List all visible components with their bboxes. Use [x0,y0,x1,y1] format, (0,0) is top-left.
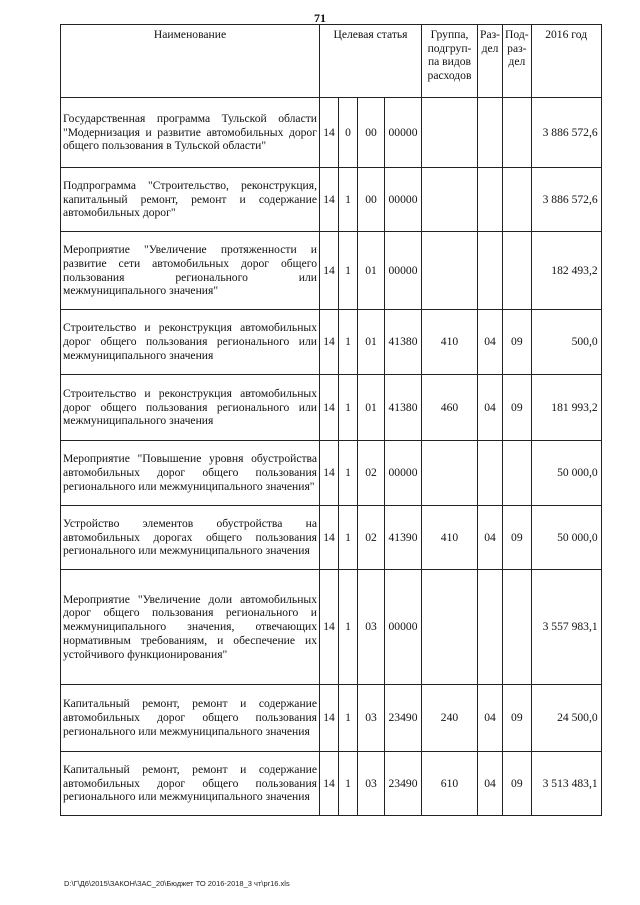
amount-2016: 3 557 983,1 [531,570,601,685]
row-name: Мероприятие "Увеличение доли автомобильных дорог общего пользования регионального и межмуниципального значения, отвечающих нормативным требованиям, и обеспечение их устойчивого функционирования" [61,570,320,685]
target-code-1: 14 [320,752,339,816]
target-code-4: 41390 [385,506,422,570]
header-target: Целевая статья [320,25,422,98]
row-name: Подпрограмма "Строительство, реконструкция, капитальный ремонт, ремонт и содержание автомобильных дорог" [61,168,320,232]
row-name: Мероприятие "Увеличение протяженности и развитие сети автомобильных дорог общего пользования регионального или межмуниципального значения" [61,232,320,310]
expense-group: 240 [422,685,478,752]
target-code-1: 14 [320,570,339,685]
target-code-3: 03 [358,752,385,816]
amount-2016: 181 993,2 [531,375,601,441]
target-code-4: 00000 [385,232,422,310]
table-row [61,685,602,752]
target-code-3: 02 [358,506,385,570]
target-code-3: 01 [358,232,385,310]
target-code-1: 14 [320,441,339,506]
row-name: Капитальный ремонт, ремонт и содержание автомобильных дорог общего пользования регионального или межмуниципального значения [61,752,320,816]
target-code-3: 00 [358,168,385,232]
header-year: 2016 год [531,25,601,98]
section-code [478,232,503,310]
amount-2016: 182 493,2 [531,232,601,310]
amount-2016: 24 500,0 [531,685,601,752]
section-code: 04 [478,752,503,816]
header-section: Раз-дел [478,25,503,98]
row-name: Государственная программа Тульской области "Модернизация и развитие автомобильных дорог общего пользования в Тульской области" [61,98,320,168]
amount-2016: 3 886 572,6 [531,168,601,232]
table-row [61,375,602,441]
target-code-2: 1 [339,441,358,506]
subsection-code: 09 [503,506,532,570]
table-row [61,570,602,685]
section-code [478,441,503,506]
expense-group [422,441,478,506]
subsection-code: 09 [503,310,532,375]
target-code-4: 00000 [385,441,422,506]
row-name: Строительство и реконструкция автомобильных дорог общего пользования регионального или межмуниципального значения [61,310,320,375]
target-code-1: 14 [320,310,339,375]
table-row [61,441,602,506]
target-code-2: 1 [339,168,358,232]
amount-2016: 3 513 483,1 [531,752,601,816]
section-code: 04 [478,685,503,752]
target-code-1: 14 [320,506,339,570]
target-code-2: 0 [339,98,358,168]
target-code-2: 1 [339,375,358,441]
subsection-code: 09 [503,685,532,752]
section-code [478,570,503,685]
target-code-1: 14 [320,232,339,310]
table-row [61,168,602,232]
row-name: Устройство элементов обустройства на автомобильных дорогах общего пользования регионального или межмуниципального значения [61,506,320,570]
subsection-code [503,98,532,168]
table-row [61,310,602,375]
expense-group: 460 [422,375,478,441]
table-row [61,232,602,310]
expense-group [422,98,478,168]
target-code-2: 1 [339,570,358,685]
header-name: Наименование [61,25,320,98]
file-path-footer: D:\Г\Д6\2015\ЗАКОН\ЗАС_20\Бюджет ТО 2016-2018_3 чт\pr16.xls [64,879,290,888]
table-row [61,98,602,168]
target-code-2: 1 [339,310,358,375]
table-row [61,752,602,816]
target-code-4: 00000 [385,570,422,685]
target-code-4: 41380 [385,310,422,375]
subsection-code [503,232,532,310]
amount-2016: 50 000,0 [531,441,601,506]
section-code [478,168,503,232]
section-code [478,98,503,168]
target-code-4: 23490 [385,685,422,752]
section-code: 04 [478,310,503,375]
target-code-1: 14 [320,98,339,168]
section-code: 04 [478,375,503,441]
target-code-3: 01 [358,310,385,375]
target-code-4: 41380 [385,375,422,441]
target-code-4: 00000 [385,98,422,168]
header-group: Группа, подгруп-па видов расходов [422,25,478,98]
target-code-3: 01 [358,375,385,441]
target-code-2: 1 [339,752,358,816]
subsection-code [503,570,532,685]
target-code-3: 00 [358,98,385,168]
header-subsection: Под-раз-дел [503,25,532,98]
row-name: Капитальный ремонт, ремонт и содержание автомобильных дорог общего пользования регионального или межмуниципального значения [61,685,320,752]
expense-group: 410 [422,506,478,570]
budget-table [60,24,602,816]
target-code-3: 03 [358,685,385,752]
amount-2016: 500,0 [531,310,601,375]
target-code-4: 23490 [385,752,422,816]
subsection-code: 09 [503,375,532,441]
subsection-code: 09 [503,752,532,816]
target-code-4: 00000 [385,168,422,232]
page-number: 71 [314,11,326,25]
table-row [61,506,602,570]
target-code-2: 1 [339,232,358,310]
expense-group [422,232,478,310]
target-code-1: 14 [320,168,339,232]
row-name: Мероприятие "Повышение уровня обустройства автомобильных дорог общего пользования регионального или межмуниципального значения" [61,441,320,506]
subsection-code [503,441,532,506]
expense-group: 610 [422,752,478,816]
table-header-row [61,25,602,98]
row-name: Строительство и реконструкция автомобильных дорог общего пользования регионального или межмуниципального значения [61,375,320,441]
amount-2016: 3 886 572,6 [531,98,601,168]
target-code-1: 14 [320,375,339,441]
target-code-2: 1 [339,685,358,752]
expense-group [422,570,478,685]
target-code-3: 02 [358,441,385,506]
expense-group [422,168,478,232]
amount-2016: 50 000,0 [531,506,601,570]
target-code-1: 14 [320,685,339,752]
subsection-code [503,168,532,232]
target-code-3: 03 [358,570,385,685]
expense-group: 410 [422,310,478,375]
section-code: 04 [478,506,503,570]
target-code-2: 1 [339,506,358,570]
